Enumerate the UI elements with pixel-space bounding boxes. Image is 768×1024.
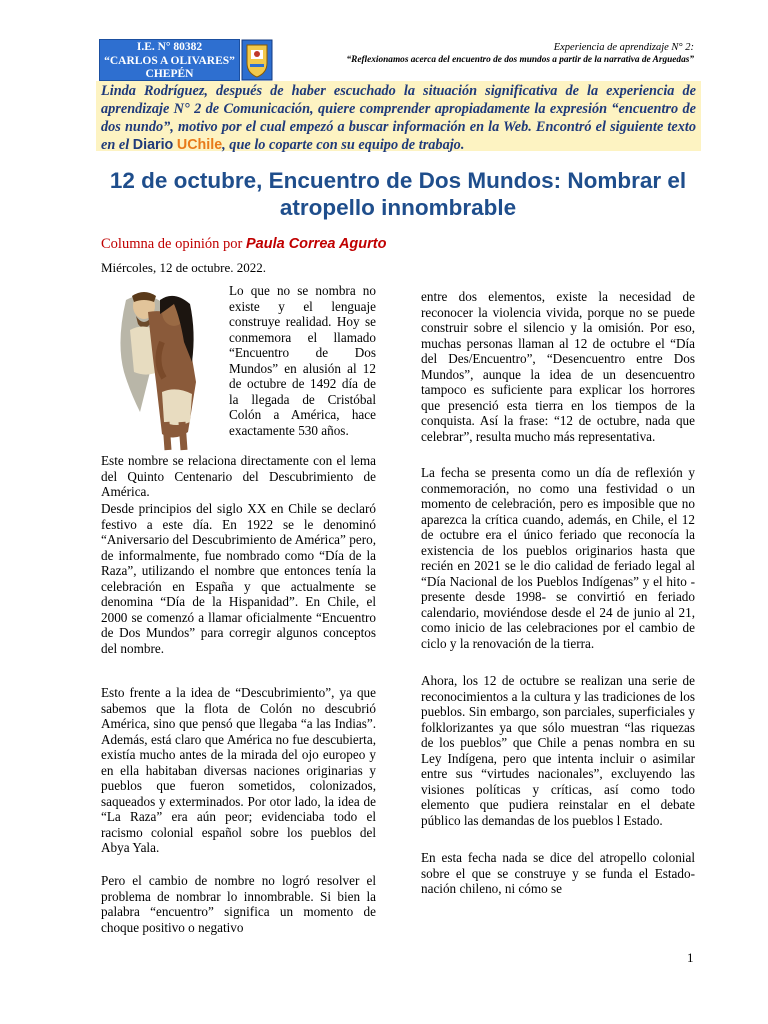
- intro-tail: , que lo coparte con su equipo de trabajo.: [222, 137, 465, 153]
- paragraph-9: En esta fecha nada se dice del atropello colonial sobre el que se construye y se funda el Estado-nación chileno, ni cómo se: [421, 850, 695, 896]
- school-banner: [99, 39, 240, 81]
- paragraph-8: Ahora, los 12 de octubre se realizan una serie de reconocimientos a la cultura y las tradiciones de los pueblos. Sin embargo, son parciales, superficiales y folklorizantes ya que sólo muestran “las riquezas de los pueblos” que Chile a penas nombra en su Ley Indígena, pero que intenta incluir o asimilar entre sus “virtudes nacionales”, excluyendo las visiones políticas y críticas, así como todo elemento que pudiera reinstalar en el debate público las demandas de los pueblos l Estado.: [421, 673, 695, 828]
- paragraph-5: Pero el cambio de nombre no logró resolver el problema de nombrar lo innombrable. Si bien la palabra “encuentro” significa un momento de choque positivo o negativo: [101, 873, 376, 935]
- paragraph-6: entre dos elementos, existe la necesidad de reconocer la violencia vivida, porque no se puede construir sobre el silencio y la omisión. Por eso, muchas personas llaman al 12 de octubre el “Día del Des/Encuentro”, “Desencuentro entre Dos Mundos”, aunque la idea de un desencuentro tampoco es suficiente para explicar los horrores que presenció esta tierra en los tiempos de la conquista. Así la frase: “12 de octubre, nada que celebrar”, resulta mucho más representativa.: [421, 289, 695, 444]
- paragraph-3: Desde principios del siglo XX en Chile se declaró festivo a este día. En 1922 se le denominó “Aniversario del Descubrimiento de América” pero, de informalmente, fue nombrado como “Día de la Raza”, utilizando el nombre que entonces tenía la celebración en España y que actualmente se denomina “Día de la Hispanidad”. En Chile, el 2000 se comenzó a llamar oficialmente “Encuentro de Dos Mundos” para corregir algunos conceptos del nombre.: [101, 501, 376, 656]
- article-title: 12 de octubre, Encuentro de Dos Mundos: Nombrar el atropello innombrable: [109, 168, 687, 220]
- experience-title: Experiencia de aprendizaje N° 2:: [553, 42, 694, 53]
- intro-text: Linda Rodríguez, después de haber escuchado la situación significativa de la experiencia de aprendizaje N° 2 de Comunicación, quiere comprender apropiadamente la expresión “encuentro de dos nundo”, motivo por el cual empezó a buscar información en la Web. Encontró el siguiente texto en el: [101, 83, 696, 153]
- byline-prefix: Columna de opinión por: [101, 236, 246, 252]
- paragraph-4: Esto frente a la idea de “Descubrimiento”, ya que sabemos que la flota de Colón no descubrió América, sino que pensó que llegaba “a las Indias”. Además, está claro que América no fue descubierta, existía mucho antes de la mirada del ojo europeo y en ella habitaban diversas naciones originarias y pueblos que fueron sometidos, colonizados, saqueados y exterminados. Por otor lado, la idea de “La Raza” era aún peor; evidenciaba todo el racismo colonial español sobre los pueblos del Abya Yala.: [101, 685, 376, 855]
- paragraph-2: Este nombre se relaciona directamente con el lema del Quinto Centenario del Descubrimiento de América.: [101, 453, 376, 499]
- author-name: Paula Correa Agurto: [246, 236, 387, 252]
- conquistador-and-indigenous-man-illustration: [104, 282, 224, 452]
- school-crest-icon: [241, 37, 273, 81]
- school-code: I.E. N° 80382: [136, 41, 203, 53]
- school-city: CHEPÉN: [145, 68, 194, 80]
- intro-box: [96, 81, 701, 151]
- experience-subtitle: “Reflexionamos acerca del encuentro de dos mundos a partir de la narrativa de Arguedas”: [346, 55, 694, 65]
- article-date: Miércoles, 12 de octubre. 2022.: [101, 260, 266, 275]
- diario-label: Diario: [132, 137, 174, 153]
- byline: [101, 236, 386, 253]
- paragraph-1: Lo que no se nombra no existe y el lenguaje construye realidad. Hoy se conmemora el llamado “Encuentro de Dos Mundos” en alusión al 12 de octubre de 1492 día de la llegada de Cristóbal Colón a América, hace exactamente 530 años.: [229, 283, 376, 438]
- uchile-logo-text: UChile: [176, 137, 223, 153]
- page-number: 1: [687, 950, 694, 965]
- school-name: “CARLOS A OLIVARES”: [104, 54, 235, 67]
- experience-heading: [346, 42, 694, 66]
- paragraph-7: La fecha se presenta como un día de reflexión y conmemoración, no como una festividad o un momento de celebración, pero es imposible que no aparezca la crítica cuando, además, en Chile, el 12 de octubre era el único feriado que reconocía la existencia de los pueblos originarios hasta que recién en 2021 se le dio calidad de feriado legal al “Día Nacional de los Pueblos Indígenas” y el hito -presente desde 1998- se convirtió en feriado calendario, moviéndose desde el 24 de junio al 21, como inicio de las celebraciones por el cambio de ciclo y la renovación de la tierra.: [421, 465, 695, 651]
